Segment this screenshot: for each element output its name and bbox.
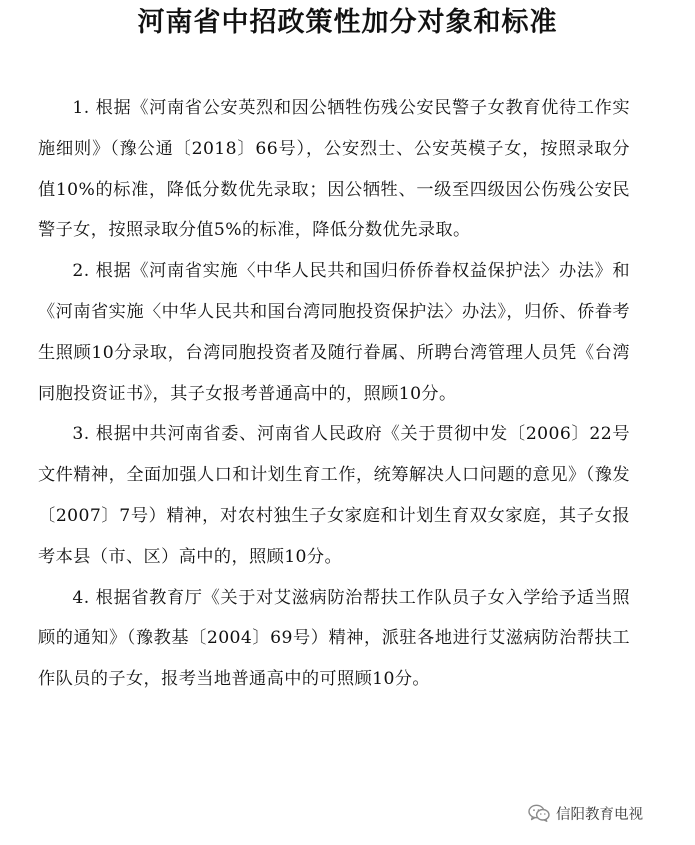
document-body [38,88,630,700]
watermark-text: 信阳教育电视 [556,806,643,823]
paragraph-2: 2. 根据《河南省实施〈中华人民共和国归侨侨眷权益保护法〉办法》和《河南省实施〈中华人民共和国台湾同胞投资保护法〉办法》，归侨、侨眷考生照顾10分录取，台湾同胞投资者及随行眷属、所聘台湾管理人员凭《台湾同胞投资证书》，其子女报考普通高中的，照顾10分。 [38,261,630,404]
paragraph-4: 4. 根据省教育厅《关于对艾滋病防治帮扶工作队员子女入学给予适当照顾的通知》（豫教基〔2004〕69号）精神，派驻各地进行艾滋病防治帮扶工作队员的子女，报考当地普通高中的可照顾10分。 [38,587,630,690]
watermark [528,801,643,825]
wechat-chat-icon [528,804,550,822]
paragraph-1: 1. 根据《河南省公安英烈和因公牺牲伤残公安民警子女教育优待工作实施细则》（豫公通〔2018〕66号），公安烈士、公安英模子女，按照录取分值10%的标准，降低分数优先录取；因公牺牲、一级至四级因公伤残公安民警子女，按照录取分值5%的标准，降低分数优先录取。 [38,98,630,241]
page-title: 河南省中招政策性加分对象和标准 [137,7,558,38]
paragraph-3: 3. 根据中共河南省委、河南省人民政府《关于贯彻中发〔2006〕22号文件精神，全面加强人口和计划生育工作，统筹解决人口问题的意见》（豫发〔2007〕7号）精神，对农村独生子女家庭和计划生育双女家庭，其子女报考本县（市、区）高中的，照顾10分。 [38,424,630,567]
